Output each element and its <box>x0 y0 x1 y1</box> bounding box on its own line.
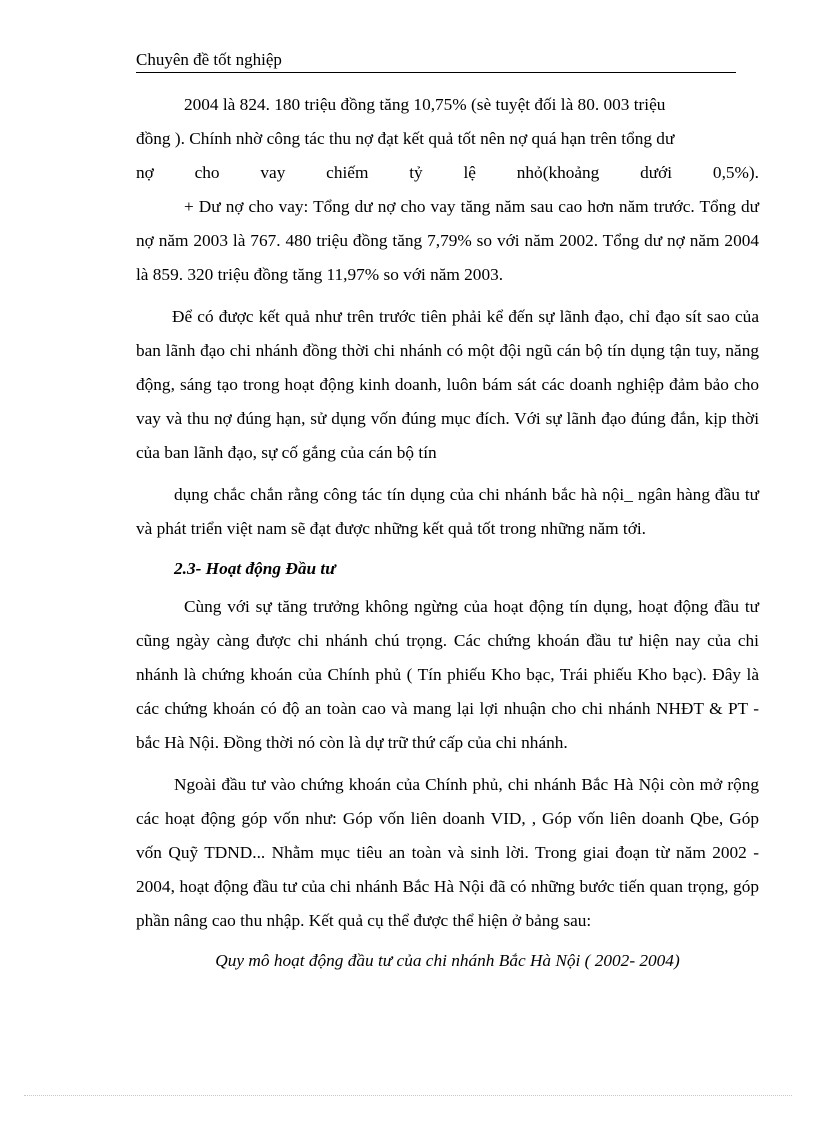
section-heading: 2.3- Hoạt động Đầu tư <box>174 559 336 578</box>
page-bottom-divider <box>24 1095 792 1096</box>
paragraph-debt-recovery <box>136 88 759 190</box>
table-caption: Quy mô hoạt động đầu tư của chi nhánh Bắc Hà Nội ( 2002- 2004) <box>215 951 680 970</box>
paragraph-leadership: Để có được kết quả như trên trước tiên phải kể đến sự lãnh đạo, chỉ đạo sít sao của ban lãnh đạo chi nhánh đồng thời chi nhánh có một đội ngũ cán bộ tín dụng tận tuy, năng động, sáng tạo trong hoạt động kinh doanh, luôn bám sát các doanh nghiệp đảm bảo cho vay và thu nợ đúng hạn, sử dụng vốn đúng mục đích. Với sự lãnh đạo đúng đắn, kịp thời của ban lãnh đạo, sự cố gắng của cán bộ tín <box>136 307 759 462</box>
paragraph-line: đồng ). Chính nhờ công tác thu nợ đạt kết quả tốt nên nợ quá hạn trên tổng dư <box>136 129 675 148</box>
paragraph-outlook: dụng chắc chắn rằng công tác tín dụng của chi nhánh bắc hà nội_ ngân hàng đầu tư và phát triển việt nam sẽ đạt được những kết quả tốt trong những năm tới. <box>136 485 759 538</box>
page-header <box>136 48 736 73</box>
paragraph-capital-contribution: Ngoài đầu tư vào chứng khoán của Chính phủ, chi nhánh Bắc Hà Nội còn mở rộng các hoạt động góp vốn như: Góp vốn liên doanh VID, , Góp vốn liên doanh Qbe, Góp vốn Quỹ TDND... Nhằm mục tiêu an toàn và sinh lời. Trong giai đoạn từ năm 2002 - 2004, hoạt động đầu tư của chi nhánh Bắc Hà Nội đã có những bước tiến quan trọng, góp phần nâng cao thu nhập. Kết quả cụ thể được thể hiện ở bảng sau: <box>136 775 759 930</box>
paragraph-outstanding-loans: + Dư nợ cho vay: Tổng dư nợ cho vay tăng năm sau cao hơn năm trước. Tổng dư nợ năm 2003 là 767. 480 triệu đồng tăng 7,79% so với năm 2002. Tổng dư nợ năm 2004 là 859. 320 triệu đồng tăng 11,97% so với năm 2003. <box>136 197 759 284</box>
page-header-title: Chuyên đề tốt nghiệp <box>136 50 282 69</box>
document-body <box>136 88 759 978</box>
paragraph-investment-securities: Cùng với sự tăng trưởng không ngừng của hoạt động tín dụng, hoạt động đầu tư cũng ngày càng được chi nhánh chú trọng. Các chứng khoán đầu tư hiện nay của chi nhánh là chứng khoán của Chính phủ ( Tín phiếu Kho bạc, Trái phiếu Kho bạc). Đây là các chứng khoán có độ an toàn cao và mang lại lợi nhuận cho chi nhánh NHĐT & PT - bắc Hà Nội. Đồng thời nó còn là dự trữ thứ cấp của chi nhánh. <box>136 597 759 752</box>
paragraph-line: nợ cho vay chiếm tỷ lệ nhỏ(khoảng dưới 0,5%). <box>136 163 759 182</box>
paragraph-line: 2004 là 824. 180 triệu đồng tăng 10,75% (sè tuyệt đối là 80. 003 triệu <box>184 95 666 114</box>
